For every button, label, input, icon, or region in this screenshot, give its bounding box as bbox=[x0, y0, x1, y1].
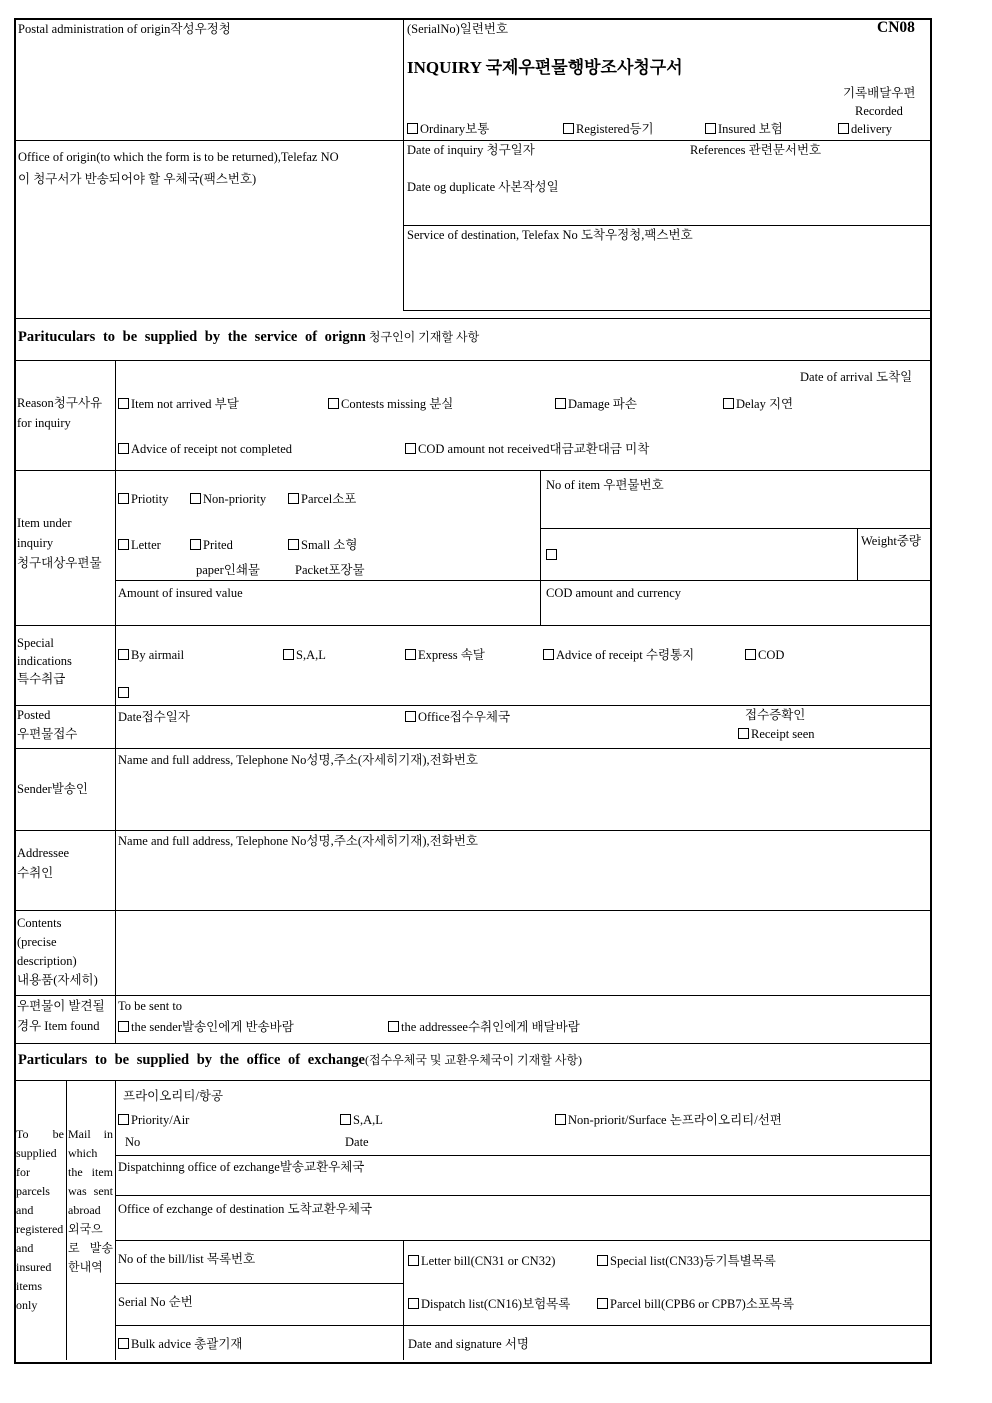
small-packet-option bbox=[288, 538, 357, 553]
parcel-bill-label: Parcel bill(CPB6 or CPB7)소포목록 bbox=[610, 1297, 795, 1311]
non-priority-option bbox=[190, 492, 266, 507]
dispatch-list-option bbox=[408, 1297, 570, 1312]
to-addressee-label: the addressee수취인에게 배달바람 bbox=[401, 1020, 580, 1034]
non-priority-checkbox[interactable] bbox=[190, 493, 201, 504]
service-of-destination-label: Service of destination, Telefax No 도착우정청,팩스번호 bbox=[407, 228, 693, 242]
contents-missing-label: Contests missing 분실 bbox=[341, 397, 454, 411]
item-unlabeled-option bbox=[546, 548, 559, 563]
express-option bbox=[405, 648, 485, 663]
posted-office-option bbox=[405, 710, 510, 725]
ordinary-option bbox=[407, 122, 489, 137]
parcel-label: Parcel소포 bbox=[301, 492, 357, 506]
registered-option bbox=[563, 122, 654, 137]
damage-label: Damage 파손 bbox=[568, 397, 637, 411]
exchange-priority-air-option bbox=[118, 1113, 189, 1128]
special-list-label: Special list(CN33)등기특별목록 bbox=[610, 1254, 776, 1268]
cod-label: COD bbox=[758, 648, 785, 662]
section-origin-heading bbox=[18, 330, 479, 345]
damage-checkbox[interactable] bbox=[555, 398, 566, 409]
form-title: INQUIRY 국제우편물행방조사청구서 bbox=[407, 58, 683, 77]
advice-not-completed-label: Advice of receipt not completed bbox=[131, 442, 293, 456]
item-unlabeled-checkbox[interactable] bbox=[546, 549, 557, 560]
priority-option bbox=[118, 492, 169, 507]
sender-hint: Name and full address, Telephone No성명,주소(자세히기재),전화번호 bbox=[118, 753, 478, 767]
printed-checkbox[interactable] bbox=[190, 539, 201, 550]
parcel-bill-checkbox[interactable] bbox=[597, 1298, 608, 1309]
to-sender-label: the sender발송인에게 반송바람 bbox=[131, 1020, 294, 1034]
damage-option bbox=[555, 397, 637, 412]
to-sender-option bbox=[118, 1020, 294, 1035]
serial-no-row-label: Serial No 순번 bbox=[118, 1295, 193, 1309]
insured-label: Insured 보험 bbox=[718, 122, 783, 136]
to-addressee-checkbox[interactable] bbox=[388, 1021, 399, 1032]
references-label: References 관련문서번호 bbox=[690, 143, 822, 157]
priority-label: Priotity bbox=[131, 492, 169, 506]
by-airmail-checkbox[interactable] bbox=[118, 649, 129, 660]
serial-no-label: (SerialNo)일련번호 bbox=[407, 22, 509, 36]
special-label-line2: indications bbox=[17, 654, 72, 668]
recorded-delivery-ko: 기록배달우편 bbox=[843, 86, 916, 100]
letter-checkbox[interactable] bbox=[118, 539, 129, 550]
small-packet-label-line2: Packet포장물 bbox=[295, 563, 365, 577]
sal-label: S,A,L bbox=[296, 648, 326, 662]
special-unlabeled-option bbox=[118, 686, 131, 701]
recorded-label: Recorded bbox=[855, 104, 903, 118]
weight-label: Weight중량 bbox=[861, 534, 921, 548]
section-exchange-heading-ko: (접수우체국 및 교환우체국이 기재할 사항) bbox=[364, 1053, 583, 1067]
advice-of-receipt-option bbox=[543, 648, 694, 663]
printed-label-line2: paper인쇄물 bbox=[196, 563, 260, 577]
small-packet-checkbox[interactable] bbox=[288, 539, 299, 550]
delivery-label: delivery bbox=[851, 122, 892, 136]
item-not-arrived-label: Item not arrived 부달 bbox=[131, 397, 239, 411]
ordinary-label: Ordinary보통 bbox=[420, 122, 490, 136]
by-airmail-option bbox=[118, 648, 184, 663]
exchange-date-label: Date bbox=[345, 1135, 369, 1149]
dispatching-office-label: Dispatchinng office of ezchange발송교환우체국 bbox=[118, 1160, 365, 1174]
item-found-label-line2: 경우 Item found bbox=[17, 1019, 100, 1033]
non-priority-label: Non-priority bbox=[203, 492, 267, 506]
ordinary-checkbox[interactable] bbox=[407, 123, 418, 134]
exchange-sal-option bbox=[340, 1113, 383, 1128]
receipt-seen-checkbox[interactable] bbox=[738, 728, 749, 739]
addressee-label-line1: Addressee bbox=[17, 846, 70, 860]
delay-checkbox[interactable] bbox=[723, 398, 734, 409]
contents-label-line1: Contents bbox=[17, 916, 62, 930]
to-addressee-option bbox=[388, 1020, 580, 1035]
date-signature-label: Date and signature 서명 bbox=[408, 1337, 529, 1351]
advice-not-completed-checkbox[interactable] bbox=[118, 443, 129, 454]
delivery-option bbox=[838, 122, 892, 137]
item-label-line2: inquiry bbox=[17, 536, 54, 550]
small-packet-label: Small 소형 bbox=[301, 538, 358, 552]
date-of-inquiry-label: Date of inquiry 청구일자 bbox=[407, 143, 535, 157]
contents-label-line4: 내용품(자세히) bbox=[17, 973, 98, 987]
section-origin-heading-en: Parituculars to be supplied by the service of orignn bbox=[18, 329, 366, 345]
bulk-advice-label: Bulk advice 총괄기재 bbox=[131, 1337, 243, 1351]
posted-office-label: Office접수우체국 bbox=[418, 710, 511, 724]
priority-checkbox[interactable] bbox=[118, 493, 129, 504]
delivery-checkbox[interactable] bbox=[838, 123, 849, 134]
special-list-option bbox=[597, 1254, 776, 1269]
posted-label-line2: 우편물접수 bbox=[17, 727, 78, 741]
addressee-label-line2: 수취인 bbox=[17, 866, 54, 880]
advice-of-receipt-label: Advice of receipt 수령통지 bbox=[556, 648, 695, 662]
exchange-sal-label: S,A,L bbox=[353, 1113, 383, 1127]
exchange-surface-label: Non-priorit/Surface 논프라이오리티/선편 bbox=[568, 1113, 782, 1127]
dispatch-list-label: Dispatch list(CN16)보험목록 bbox=[421, 1297, 571, 1311]
date-of-duplicate-label: Date og duplicate 사본작성일 bbox=[407, 180, 559, 194]
printed-option bbox=[190, 538, 233, 553]
letter-bill-label: Letter bill(CN31 or CN32) bbox=[421, 1254, 556, 1268]
office-of-origin-line1: Office of origin(to which the form is to be returned),Telefaz NO bbox=[18, 150, 339, 164]
reason-label-line1: Reason청구사유 bbox=[17, 396, 103, 410]
cod-checkbox[interactable] bbox=[745, 649, 756, 660]
sal-option bbox=[283, 648, 326, 663]
receipt-seen-option bbox=[738, 727, 815, 742]
insured-value-label: Amount of insured value bbox=[118, 586, 243, 600]
cod-not-received-option bbox=[405, 442, 649, 457]
sal-checkbox[interactable] bbox=[283, 649, 294, 660]
express-checkbox[interactable] bbox=[405, 649, 416, 660]
exchange-sal-checkbox[interactable] bbox=[340, 1114, 351, 1125]
item-label-line1: Item under bbox=[17, 516, 72, 530]
item-found-label-line1: 우편물이 발견될 bbox=[17, 999, 105, 1013]
registered-label: Registered등기 bbox=[576, 122, 654, 136]
priority-air-header-label: 프라이오리티/항공 bbox=[123, 1089, 224, 1103]
posted-office-checkbox[interactable] bbox=[405, 711, 416, 722]
section-exchange-heading-en: Particulars to be supplied by the office of exchange bbox=[18, 1052, 365, 1068]
side-note-parcels: To be supplied for parcels and registered and insured items only bbox=[16, 1127, 64, 1312]
express-label: Express 속달 bbox=[418, 648, 485, 662]
contents-missing-option bbox=[328, 397, 453, 412]
bill-no-label: No of the bill/list 목록번호 bbox=[118, 1252, 256, 1266]
special-label-line3: 특수취급 bbox=[17, 672, 66, 686]
parcel-option bbox=[288, 492, 356, 507]
exchange-surface-checkbox[interactable] bbox=[555, 1114, 566, 1125]
item-not-arrived-option bbox=[118, 397, 239, 412]
contents-missing-checkbox[interactable] bbox=[328, 398, 339, 409]
posted-label-line1: Posted bbox=[17, 708, 51, 722]
contents-label-line2: (precise bbox=[17, 935, 57, 949]
office-of-origin-line2: 이 청구서가 반송되어야 할 우체국(팩스번호) bbox=[18, 172, 257, 186]
side-note-mail-abroad bbox=[68, 1125, 113, 1277]
item-not-arrived-checkbox[interactable] bbox=[118, 398, 129, 409]
section-origin-heading-ko: 청구인이 기재할 사항 bbox=[368, 330, 480, 344]
dispatch-list-checkbox[interactable] bbox=[408, 1298, 419, 1309]
contents-label-line3: description) bbox=[17, 954, 77, 968]
section-exchange-heading bbox=[18, 1053, 582, 1068]
insured-checkbox[interactable] bbox=[705, 123, 716, 134]
special-list-checkbox[interactable] bbox=[597, 1255, 608, 1266]
cod-not-received-checkbox[interactable] bbox=[405, 443, 416, 454]
exchange-no-label: No bbox=[125, 1135, 141, 1149]
side-note-mail-abroad-ko: 외국으로 발송한내역 bbox=[68, 1222, 113, 1274]
sender-label: Sender발송인 bbox=[17, 782, 88, 796]
to-be-sent-to-label: To be sent to bbox=[118, 999, 183, 1013]
letter-bill-checkbox[interactable] bbox=[408, 1255, 419, 1266]
parcel-checkbox[interactable] bbox=[288, 493, 299, 504]
special-label-line1: Special bbox=[17, 636, 54, 650]
receipt-confirm-label: 접수증확인 bbox=[745, 708, 806, 722]
item-label-line3: 청구대상우편물 bbox=[17, 556, 102, 570]
registered-checkbox[interactable] bbox=[563, 123, 574, 134]
letter-option bbox=[118, 538, 161, 553]
addressee-hint: Name and full address, Telephone No성명,주소(자세히기재),전화번호 bbox=[118, 834, 478, 848]
receipt-seen-label: Receipt seen bbox=[751, 727, 815, 741]
exchange-surface-option bbox=[555, 1113, 782, 1128]
parcel-bill-option bbox=[597, 1297, 794, 1312]
cod-option bbox=[745, 648, 784, 663]
bulk-advice-option bbox=[118, 1337, 242, 1352]
letter-label: Letter bbox=[131, 538, 161, 552]
destination-office-label: Office of ezchange of destination 도착교환우체국 bbox=[118, 1202, 373, 1216]
letter-bill-option bbox=[408, 1254, 555, 1269]
bulk-advice-checkbox[interactable] bbox=[118, 1338, 129, 1349]
postal-admin-label: Postal administration of origin작성우정청 bbox=[18, 22, 231, 36]
posted-date-label: Date접수일자 bbox=[118, 710, 190, 724]
reason-label-line2: for inquiry bbox=[17, 416, 71, 430]
exchange-priority-air-checkbox[interactable] bbox=[118, 1114, 129, 1125]
delay-option bbox=[723, 397, 793, 412]
insured-option bbox=[705, 122, 783, 137]
advice-not-completed-option bbox=[118, 442, 292, 457]
cod-not-received-label: COD amount not received대금교환대금 미착 bbox=[418, 442, 650, 456]
printed-label: Prited bbox=[203, 538, 233, 552]
date-of-arrival-label: Date of arrival 도착일 bbox=[800, 370, 913, 384]
delay-label: Delay 지연 bbox=[736, 397, 794, 411]
form-code: CN08 bbox=[877, 19, 915, 36]
to-sender-checkbox[interactable] bbox=[118, 1021, 129, 1032]
no-of-item-label: No of item 우편물번호 bbox=[546, 478, 664, 492]
special-unlabeled-checkbox[interactable] bbox=[118, 687, 129, 698]
exchange-priority-air-label: Priority/Air bbox=[131, 1113, 190, 1127]
cod-amount-label: COD amount and currency bbox=[546, 586, 682, 600]
side-note-mail-abroad-en: Mail in which the item was sent abroad bbox=[68, 1127, 113, 1217]
by-airmail-label: By airmail bbox=[131, 648, 185, 662]
advice-of-receipt-checkbox[interactable] bbox=[543, 649, 554, 660]
